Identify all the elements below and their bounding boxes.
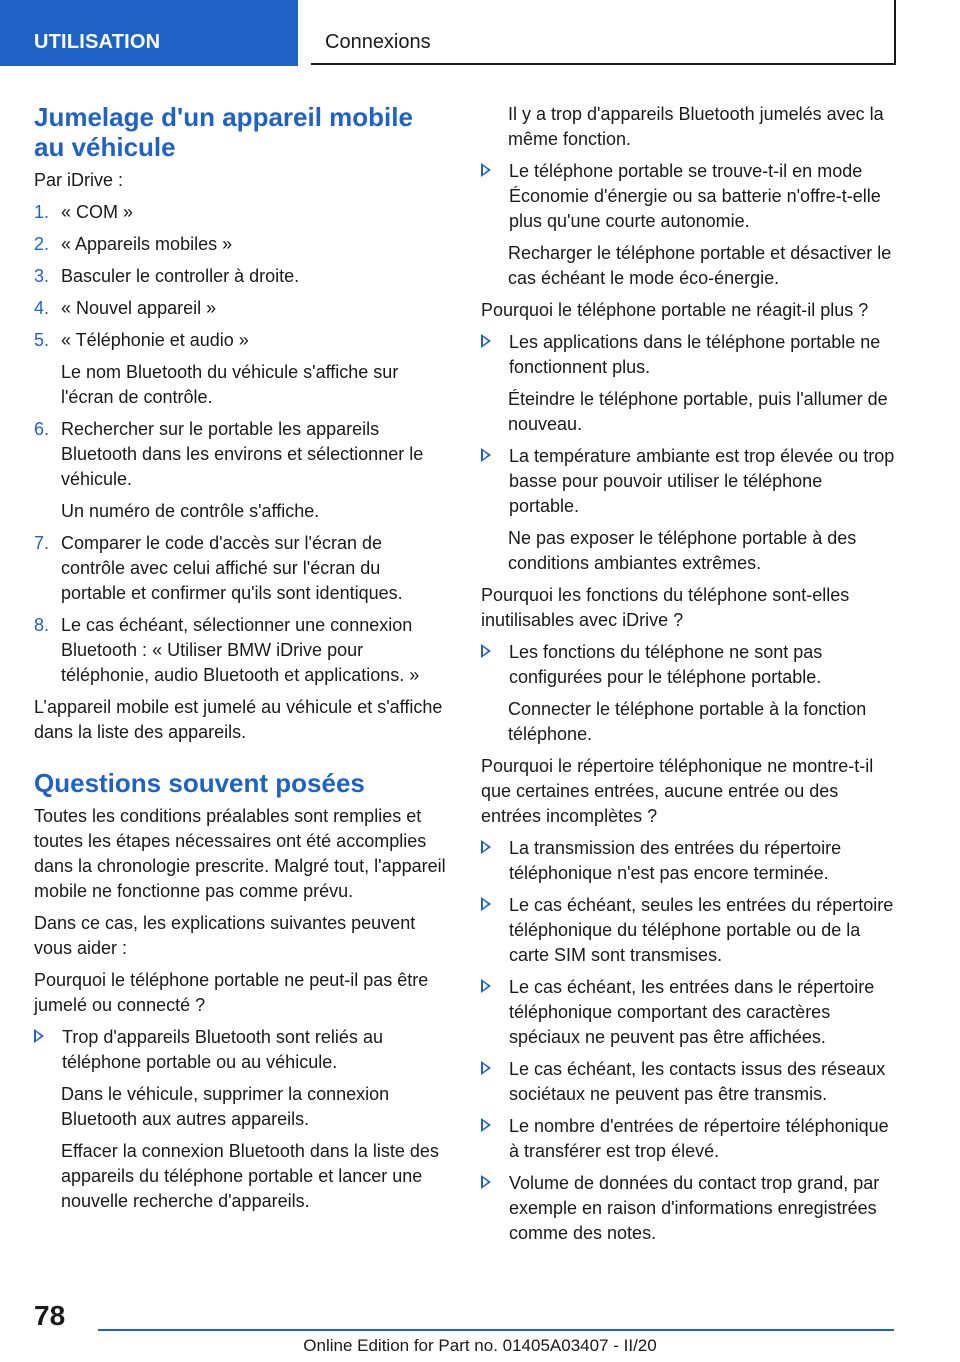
list-item: Le cas échéant, les contacts issus des réseaux sociétaux ne peuvent pas être transmis. <box>481 1057 895 1107</box>
step-text: Le cas échéant, sélectionner une connexion Bluetooth : « Utiliser BMW iDrive pour téléphonie, audio Bluetooth et applications. » <box>61 615 420 685</box>
bullet-triangle-icon <box>481 644 491 658</box>
faq-question-unresponsive: Pourquoi le téléphone portable ne réagit-il plus ? <box>481 300 869 320</box>
list-item-detail: Effacer la connexion Bluetooth dans la liste des appareils du téléphone portable et lancer une nouvelle recherche d'appareils. <box>61 1141 439 1211</box>
bullet-triangle-icon <box>481 840 491 854</box>
faq-heading: Questions souvent posées <box>34 768 365 798</box>
step-number: 3. <box>34 266 50 286</box>
bullet-triangle-icon <box>481 1118 491 1132</box>
page-number: 78 <box>34 1300 66 1331</box>
step-item <box>34 232 446 257</box>
step-number: 6. <box>34 419 50 439</box>
step-item <box>34 531 446 606</box>
list-item-detail: Ne pas exposer le téléphone portable à des conditions ambiantes extrêmes. <box>508 528 857 573</box>
step-number: 4. <box>34 298 50 318</box>
step-text: « Nouvel appareil » <box>61 298 217 318</box>
footer-divider <box>98 1329 894 1331</box>
list-item: Le cas échéant, seules les entrées du répertoire téléphonique du téléphone portable ou de la carte SIM sont transmises. <box>481 893 895 968</box>
list-item-detail: Connecter le téléphone portable à la fonction téléphone. <box>508 699 867 744</box>
step-item <box>34 264 446 289</box>
step-text: Basculer le controller à droite. <box>61 266 300 286</box>
list-item: Le téléphone portable se trouve-t-il en mode Économie d'énergie ou sa batterie n'offre-t-elle plus qu'une courte autonomie. <box>481 159 895 234</box>
step-number: 5. <box>34 330 50 350</box>
bullet-triangle-icon <box>481 163 491 177</box>
step-text: « COM » <box>61 202 134 222</box>
pairing-intro: Par iDrive : <box>34 170 124 190</box>
bullet-triangle-icon <box>481 897 491 911</box>
list-item: La température ambiante est trop élevée ou trop basse pour pouvoir utiliser le téléphone portable. <box>481 444 895 519</box>
faq-question-pairing: Pourquoi le téléphone portable ne peut-il pas être jumelé ou connecté ? <box>34 970 429 1015</box>
chapter-tab <box>311 0 896 65</box>
bullet-triangle-icon <box>34 1029 44 1043</box>
bullet-triangle-icon <box>481 448 491 462</box>
step-number: 7. <box>34 533 50 553</box>
faq-intro: Toutes les conditions préalables sont remplies et toutes les étapes nécessaires ont été accomplies dans la chronologie prescrite. Malgré tout, l'appareil mobile ne fonctionne pas comme prévu. <box>34 806 446 901</box>
step-text: Rechercher sur le portable les appareils Bluetooth dans les environs et sélectionner le véhicule. <box>61 419 424 489</box>
list-item: Trop d'appareils Bluetooth sont reliés au téléphone portable ou au véhicule. <box>34 1025 446 1075</box>
step-number: 8. <box>34 615 50 635</box>
section-title: UTILISATION <box>34 31 161 53</box>
step-number: 1. <box>34 202 50 222</box>
step-text: « Téléphonie et audio » <box>61 330 249 350</box>
step-number: 2. <box>34 234 50 254</box>
bullet-triangle-icon <box>481 1175 491 1189</box>
chapter-title: Connexions <box>325 31 431 53</box>
section-header <box>0 0 298 66</box>
faq-question-functions: Pourquoi les fonctions du téléphone sont-elles inutilisables avec iDrive ? <box>481 585 850 630</box>
list-item: Volume de données du contact trop grand, par exemple en raison d'informations enregistrées comme des notes. <box>481 1171 895 1246</box>
step-item <box>34 417 446 492</box>
bullet-triangle-icon <box>481 979 491 993</box>
step-item <box>34 328 446 353</box>
pairing-outro: L’appareil mobile est jumelé au véhicule et s'affiche dans la liste des appareils. <box>34 697 443 742</box>
step-text: « Appareils mobiles » <box>61 234 233 254</box>
list-item-detail: Recharger le téléphone portable et désactiver le cas échéant le mode éco-énergie. <box>508 243 892 288</box>
step-item <box>34 296 446 321</box>
right-column <box>481 102 895 1253</box>
list-item-detail: Il y a trop d'appareils Bluetooth jumelés avec la même fonction. <box>508 104 884 149</box>
step-detail: Un numéro de contrôle s'affiche. <box>61 501 320 521</box>
bullet-triangle-icon <box>481 334 491 348</box>
step-item <box>34 200 446 225</box>
pairing-heading: Jumelage d'un appareil mobile au véhicule <box>34 102 413 162</box>
step-text: Comparer le code d'accès sur l'écran de contrôle avec celui affiché sur l'écran du portable et confirmer qu'ils sont identiques. <box>61 533 403 603</box>
step-detail: Le nom Bluetooth du véhicule s'affiche sur l'écran de contrôle. <box>61 362 399 407</box>
list-item: Les applications dans le téléphone portable ne fonctionnent plus. <box>481 330 895 380</box>
list-item-detail: Éteindre le téléphone portable, puis l'allumer de nouveau. <box>508 389 888 434</box>
list-item: La transmission des entrées du répertoire téléphonique n'est pas encore terminée. <box>481 836 895 886</box>
left-column <box>34 102 446 1221</box>
pairing-steps <box>34 200 446 688</box>
faq-question-phonebook: Pourquoi le répertoire téléphonique ne montre-t-il que certaines entrées, aucune entrée ou des entrées incomplètes ? <box>481 756 874 826</box>
list-item: Les fonctions du téléphone ne sont pas configurées pour le téléphone portable. <box>481 640 895 690</box>
list-item-detail: Dans le véhicule, supprimer la connexion Bluetooth aux autres appareils. <box>61 1084 390 1129</box>
bullet-triangle-icon <box>481 1061 491 1075</box>
step-item <box>34 613 446 688</box>
list-item: Le cas échéant, les entrées dans le répertoire téléphonique comportant des caractères spéciaux ne peuvent pas être affichées. <box>481 975 895 1050</box>
list-item: Le nombre d'entrées de répertoire téléphonique à transférer est trop élevé. <box>481 1114 895 1164</box>
faq-help: Dans ce cas, les explications suivantes peuvent vous aider : <box>34 913 416 958</box>
footer-edition: Online Edition for Part no. 01405A03407 - II/20 <box>303 1336 657 1355</box>
